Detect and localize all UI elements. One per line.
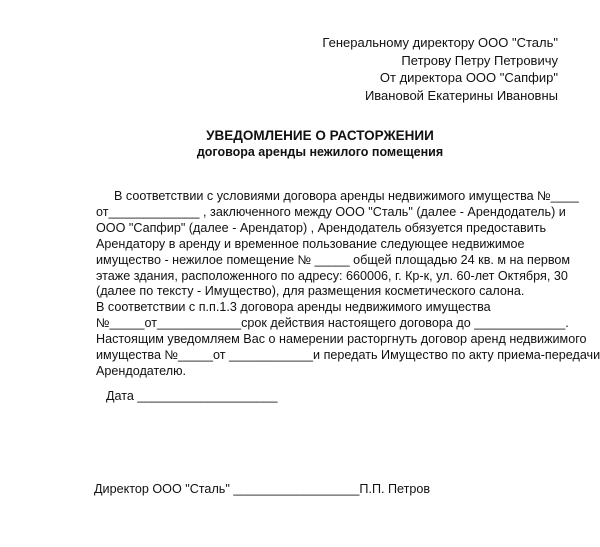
body-line: ООО "Сапфир" (далее - Арендатор) , Арендодатель обязуется предоставить [96,220,547,235]
body-line: Арендодателю. [96,363,187,378]
body-line: этаже здания, расположенного по адресу: 660006, г. Кр-к, ул. 60-лет Октября, 30 [96,268,568,283]
addressee-line-4: Ивановой Екатерины Ивановны [364,87,558,103]
addressee-block [322,34,558,104]
body-line: имущество - нежилое помещение № _____ общей площадью 24 кв. м на первом [96,252,571,267]
notice-body [96,189,600,380]
title-sub: договора аренды нежилого помещения [196,145,444,159]
document-title [0,127,600,160]
body-line: В соответствии с п.п.1.3 договора аренды недвижимого имущества [96,300,491,315]
body-line: №_____от____________срок действия настоящего договора до _____________. [96,316,569,331]
addressee-line-1: Генеральному директору ООО "Сталь" [322,35,558,50]
signature-line: Директор ООО "Сталь" __________________П.П. Петров [94,482,431,496]
addressee-line-2: Петрову Петру Петровичу [401,52,558,68]
title-main: УВЕДОМЛЕНИЕ О РАСТОРЖЕНИИ [206,128,434,143]
body-line: имущества №_____от ____________и передать Имущество по акту приема-передачи [96,348,600,363]
body-line: Арендатору в аренду и временное пользование следующее недвижимое [96,236,525,251]
date-line: Дата ____________________ [106,389,278,403]
body-line: (далее по тексту - Имущество), для размещения косметического салона. [96,284,525,299]
addressee-line-3: От директора ООО "Сапфир" [379,70,558,85]
body-line: от_____________ , заключенного между ООО "Сталь" (далее - Арендодатель) и [96,204,566,219]
body-line: Настоящим уведомляем Вас о намерении расторгнуть договор аренд недвижимого [96,332,587,347]
body-line: В соответствии с условиями договора аренды недвижимого имущества №____ [114,189,579,203]
